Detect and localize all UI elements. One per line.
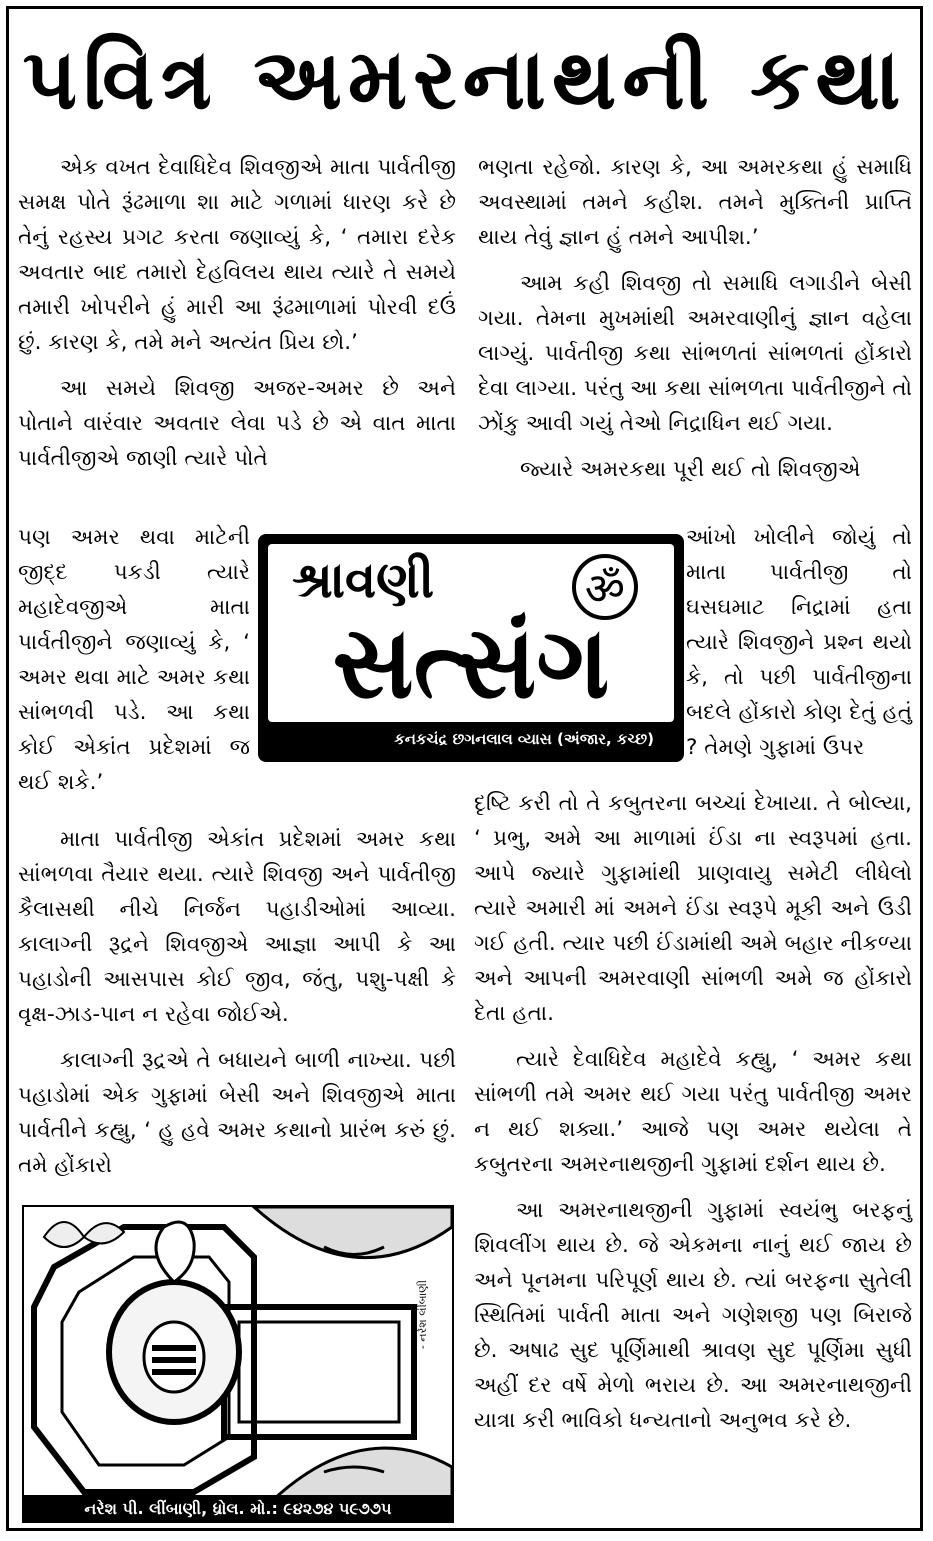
- logo-byline: કનકચંદ્ર છગનલાલ વ્યાસ (અંજાર, કચ્છ): [394, 730, 654, 748]
- article-title: પવિત્ર અમરનાથની કથા: [22, 30, 907, 128]
- paragraph: જ્યારે અમરકથા પૂરી થઈ તો શિવજીએ: [520, 457, 861, 482]
- logo-inner: [268, 544, 674, 722]
- right-column: [478, 150, 912, 498]
- paragraph: માતા પાર્વતીજી એકાંત પ્રદેશમાં અમર કથા સાંભળવા તૈયાર થયા. ત્યારે શિવજી અને પાર્વતીજી કૈલાસથી નીચે નિર્જન પહાડીઓમાં આવ્યા. કાલાગ્ની રૂદ્રને શિવજીએ આજ્ઞા આપી કે આ પહાડોની આસપાસ કોઈ જીવ, જંતુ, પશુ-પક્ષી કે વૃક્ષ-ઝાડ-પાન ન રહેવા જોઈએ.: [18, 827, 456, 1027]
- right-wrap-text: આંખો ખોલીને જોયું તો માતા પાર્વતીજી તો ઘસઘમાટ નિદ્રામાં હતા ત્યારે શિવજીને પ્રશ્ન થયો કે, તો પછી પાર્વતીજીના બદલે હોંકારો કોણ દેતું હતું ? તેમણે ગુફામાં ઉપર: [686, 525, 912, 760]
- logo-line1: શ્રાવણી: [292, 551, 435, 609]
- shivling-drawing-icon: [24, 1207, 452, 1499]
- left-wrap-text: પણ અમર થવા માટેની જીદ્દ પકડી ત્યારે મહાદેવજીએ માતા પાર્વતીજીને જણાવ્યું કે, ‘ અમર થવા માટે અમર કથા સાંભળવી પડે. આ કથા કોઈ એકાંત પ્રદેશમાં જ થઈ શકે.’: [18, 525, 250, 795]
- paragraph: ત્યારે દેવાધિદેવ મહાદેવે કહ્યુ, ‘ અમર કથા સાંભળી તમે અમર થઈ ગયા પરંતુ પાર્વતીજી અમર ન થઈ શક્યા.’ આજે પણ અમર થયેલા તે કબુતરના અમરનાથજીની ગુફામાં દર્શન થાય છે.: [474, 1047, 912, 1177]
- logo-line2: સત્સંગ: [332, 604, 610, 721]
- paragraph: આ અમરનાથજીની ગુફામાં સ્વયંભુ બરફનું શિવલીંગ થાય છે. જે એકમના નાનું થઈ જાય છે અને પૂનમના પરિપૂર્ણ થાય છે. ત્યાં બરફના સુતેલી સ્થિતિમાં પાર્વતી માતા અને ગણેશજી પણ બિરાજે છે. અષાઢ સુદ પૂર્ણિમાથી શ્રાવણ સુદ પૂર્ણિમા સુધી અહીં દર વર્ષે મેળો ભરાય છે. આ અમરનાથજીની યાત્રા કરી ભાવિકો ધન્યતાનો અનુભવ કરે છે.: [474, 1198, 912, 1433]
- left-column: [18, 150, 456, 487]
- paragraph: દૃષ્ટિ કરી તો તે કબુતરના બચ્ચાં દેખાયા. તે બોલ્યા, ‘ પ્રભુ, અમે આ માળામાં ઈંડા ના સ્વરૂપમાં હતા. આપે જ્યારે ગુફામાંથી પ્રાણવાયુ સમેટી લીધેલો ત્યારે અમારી માં અમને ઈંડા સ્વરૂપે મૂકી અને ઉડી ગઈ હતી. ત્યાર પછી ઈંડામાંથી અમે બહાર નીકળ્યા અને આપની અમરવાણી સાંભળી અમે જ હોંકારો દેતા હતા.: [474, 791, 912, 1026]
- column-logo: [258, 534, 684, 762]
- om-icon: ॐ: [572, 554, 638, 620]
- paragraph: કાલાગ્ની રૂદ્રએ તે બધાયને બાળી નાખ્યા. પછી પહાડોમાં એક ગુફામાં બેસી અને શિવજીએ માતા પાર્વતીને કહ્યુ, ‘ હુ હવે અમર કથાનો પ્રારંભ કરું છું. તમે હોંકારો: [18, 1048, 456, 1178]
- paragraph: એક વખત દેવાધિદેવ શિવજીએ માતા પાર્વતીજી સમક્ષ પોતે રૂંઢમાળા શા માટે ગળામાં ધારણ કરે છે તેનું રહસ્ય પ્રગટ કરતા જણાવ્યું કે, ‘ તમારા દરેક અવતાર બાદ તમારો દેહવિલય થાય ત્યારે તે સમયે તમારી ખોપરીને હું મારી આ રૂંઢમાળામાં પોરવી દઉં છું. કારણ કે, તમે મને અત્યંત પ્રિય છો.’: [18, 155, 456, 355]
- illustration-credit: નરેશ પી. લીંબાણી, ધ્રોલ. મો.: ૯૪૨૭૪ ૫૯૭૭૫: [22, 1495, 454, 1523]
- paragraph: આમ કહી શિવજી તો સમાધિ લગાડીને બેસી ગયા. તેમના મુખમાંથી અમરવાણીનું જ્ઞાન વહેલા લાગ્યું. પાર્વતીજી કથા સાંભળતાં સાંભળતાં હોંકારો દેવા લાગ્યા. પરંતુ આ કથા સાંભળતા પાર્વતીજીને તો ઝોંકુ આવી ગયું તેઓ નિદ્રાધિન થઈ ગયા.: [478, 271, 913, 436]
- paragraph: ભણતા રહેજો. કારણ કે, આ અમરકથા હું સમાધિ અવસ્થામાં તમને કહીશ. તમને મુક્તિની પ્રાપ્તિ થાય તેવું જ્ઞાન હું તમને આપીશ.’: [478, 155, 912, 250]
- artist-signature: - નરેશ લીંબાણી: [416, 1280, 429, 1350]
- left-column-continued: [18, 822, 456, 1194]
- shivling-illustration: [22, 1205, 454, 1501]
- paragraph: આ સમયે શિવજી અજર-અમર છે અને પોતાને વારંવાર અવતાર લેવા પડે છે એ વાત માતા પાર્વતીજીએ જાણી ત્યારે પોતે: [18, 376, 456, 471]
- right-column-continued: [474, 786, 912, 1449]
